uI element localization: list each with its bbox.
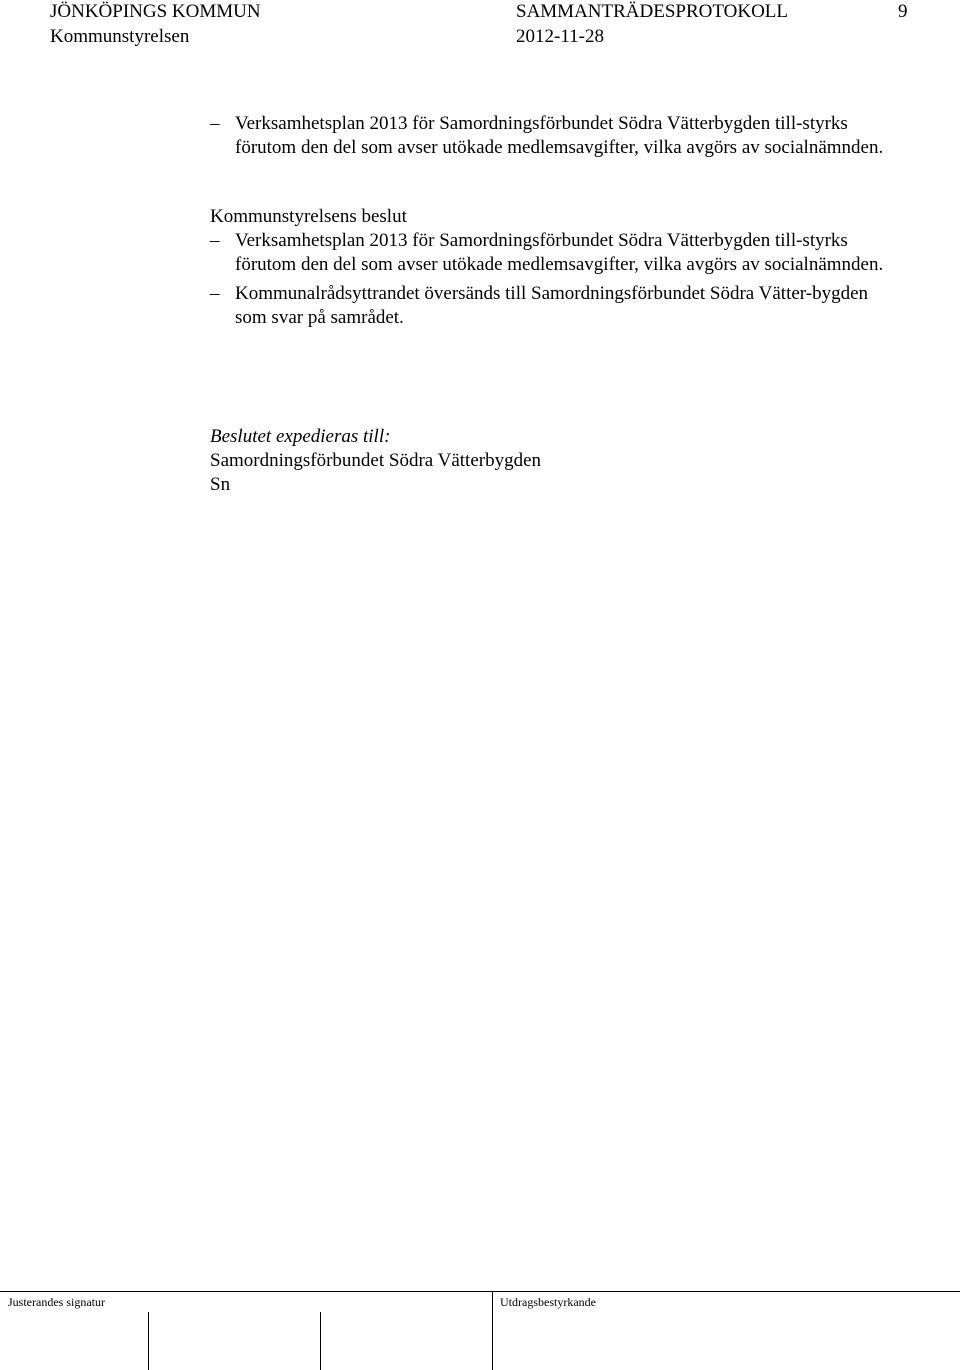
signature-label: Justerandes signatur	[8, 1295, 105, 1309]
decision-heading: Kommunstyrelsens beslut	[210, 206, 407, 227]
page-number: 9	[898, 1, 908, 22]
decision-item-text: Kommunalrådsyttrandet översänds till Samordningsförbundet Södra Vätter-bygden som svar på samrådet.	[235, 283, 869, 328]
extract-certification-label: Utdragsbestyrkande	[500, 1295, 596, 1309]
dash-bullet: –	[210, 113, 220, 134]
signature-box-divider	[148, 1312, 149, 1370]
decision-item-text: Verksamhetsplan 2013 för Samordningsförbundet Södra Vätterbygden till-styrks förutom den del som avser utökade medlemsavgifter, vilka avgörs av socialnämnden.	[235, 230, 884, 275]
department-name: Kommunstyrelsen	[50, 26, 190, 47]
proposal-section	[210, 112, 890, 160]
dispatch-section	[210, 425, 890, 497]
footer-column-divider	[492, 1291, 493, 1370]
organization-name: JÖNKÖPINGS KOMMUN	[50, 1, 261, 22]
decision-item	[210, 282, 890, 330]
decision-item	[210, 229, 890, 277]
meeting-date: 2012-11-28	[516, 26, 604, 47]
dash-bullet: –	[210, 283, 220, 304]
dash-bullet: –	[210, 230, 220, 251]
proposal-item	[210, 112, 890, 160]
dispatch-heading: Beslutet expedieras till:	[210, 426, 391, 447]
footer-divider	[0, 1291, 960, 1292]
signature-box-divider	[320, 1312, 321, 1370]
dispatch-recipient: Samordningsförbundet Södra Vätterbygden	[210, 450, 542, 471]
decision-section	[210, 205, 890, 330]
proposal-item-text: Verksamhetsplan 2013 för Samordningsförbundet Södra Vätterbygden till-styrks förutom den del som avser utökade medlemsavgifter, vilka avgörs av socialnämnden.	[235, 113, 884, 158]
document-type: SAMMANTRÄDESPROTOKOLL	[516, 1, 789, 22]
dispatch-recipient: Sn	[210, 474, 231, 495]
